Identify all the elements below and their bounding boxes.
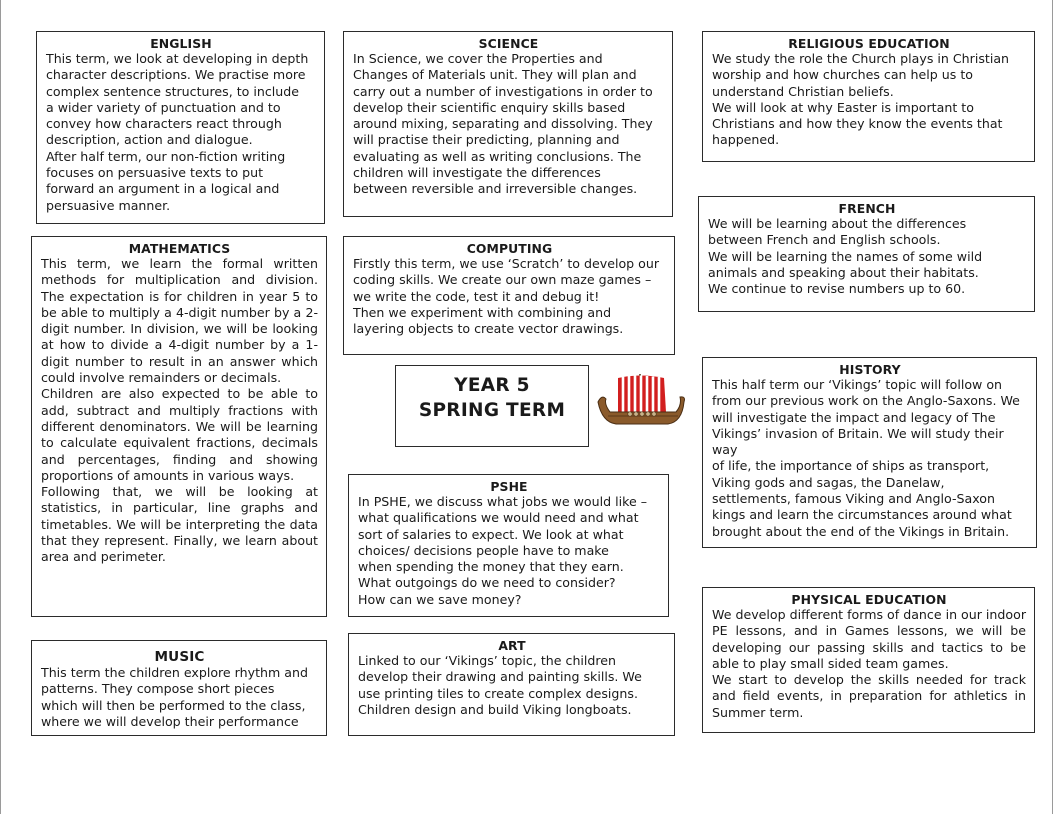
english-box: [36, 31, 325, 224]
title-box: [395, 365, 589, 447]
pshe-box: [348, 474, 669, 617]
mathematics-heading: MATHEMATICS: [128, 241, 231, 256]
computing-text: Firstly this term, we use ‘Scratch’ to develop our coding skills. We create our own maze games – we write the code, test it and debug it! Then we experiment with combining and layering objects to create vector drawings.: [353, 256, 660, 337]
art-heading: ART: [498, 638, 526, 653]
french-box: [698, 196, 1035, 312]
english-text: This term, we look at developing in depth character descriptions. We practise more complex sentence structures, to include a wider variety of punctuation and to convey how characters react through description, action and dialogue. After half term, our non-fiction writing focuses on persuasive texts to put forward an argument in a logical and persuasive manner.: [46, 51, 309, 213]
mathematics-box: [31, 236, 327, 617]
page-edge-left: [0, 0, 1, 814]
music-text: This term the children explore rhythm and patterns. They compose short pieces which will then be performed to the class, where we will develop their performance: [41, 665, 308, 729]
religious-education-box: [702, 31, 1035, 162]
physical-education-box: [702, 587, 1035, 733]
history-box: [702, 357, 1037, 548]
history-heading: HISTORY: [839, 362, 901, 377]
science-text: In Science, we cover the Properties and Changes of Materials unit. They will plan and carry out a number of investigations in order to develop their scientific enquiry skills based around mixing, separating and dissolving. They will practise their predicting, planning and evaluating as well as writing conclusions. The children will investigate the differences between reversible and irreversible changes.: [353, 51, 653, 197]
computing-heading: COMPUTING: [466, 241, 553, 256]
physical-education-heading: PHYSICAL EDUCATION: [791, 592, 947, 607]
physical-education-text: We develop different forms of dance in our indoor PE lessons, and in Games lessons, we will be developing our passing skills and tactics to be able to play small sided team games. We start to develop the skills needed for track and field events, in preparation for athletics in Summer term.: [712, 607, 1026, 720]
title-year: YEAR 5: [454, 375, 530, 396]
art-text: Linked to our ‘Vikings’ topic, the children develop their drawing and painting skills. We use printing tiles to create complex designs. Children design and build Viking longboats.: [358, 653, 642, 717]
religious-education-text: We study the role the Church plays in Christian worship and how churches can help us to understand Christian beliefs. We will look at why Easter is important to Christians and how they know the events that happened.: [712, 51, 1010, 148]
religious-education-heading: RELIGIOUS EDUCATION: [788, 36, 950, 51]
history-text: This half term our ‘Vikings’ topic will follow on from our previous work on the Anglo-Saxons. We will investigate the impact and legacy of The Vikings’ invasion of Britain. We will study their way of life, the importance of ships as transport, Viking gods and sagas, the Danelaw, settlements, famous Viking and Anglo-Saxon kings and learn the circumstances around what brought about the end of the Vikings in Britain.: [712, 377, 1020, 539]
science-heading: SCIENCE: [478, 36, 539, 51]
art-box: [348, 633, 675, 736]
music-box: [31, 640, 327, 736]
french-heading: FRENCH: [838, 201, 896, 216]
french-text: We will be learning about the differences between French and English schools. We will be learning the names of some wild animals and speaking about their habitats. We continue to revise numbers up to 60.: [708, 216, 983, 297]
music-heading: MUSIC: [154, 649, 205, 665]
pshe-text: In PSHE, we discuss what jobs we would like – what qualifications we would need and what sort of salaries to expect. We look at what choices/ decisions people have to make when spending the money that they earn. What outgoings do we need to consider? How can we save money?: [358, 494, 647, 607]
title-term: SPRING TERM: [418, 400, 566, 421]
pshe-heading: PSHE: [490, 479, 528, 494]
english-heading: ENGLISH: [150, 36, 212, 51]
mathematics-text: This term, we learn the formal written methods for multiplication and division. The expectation is for children in year 5 to be able to multiply a 4-digit number by a 2-digit number. In division, we will be looking at how to divide a 4-digit number by a 1-digit number to result in an answer which could involve remainders or decimals. Children are also expected to be able to add, subtract and multiply fractions with different denominators. We will be learning to calculate equivalent fractions, decimals and percentages, finding and showing proportions of amounts in various ways. Following that, we will be looking at statistics, in particular, line graphs and timetables. We will be interpreting the data that they represent. Finally, we learn about area and perimeter.: [41, 256, 318, 565]
computing-box: [343, 236, 675, 355]
science-box: [343, 31, 673, 217]
viking-longboat-icon: [596, 372, 688, 432]
